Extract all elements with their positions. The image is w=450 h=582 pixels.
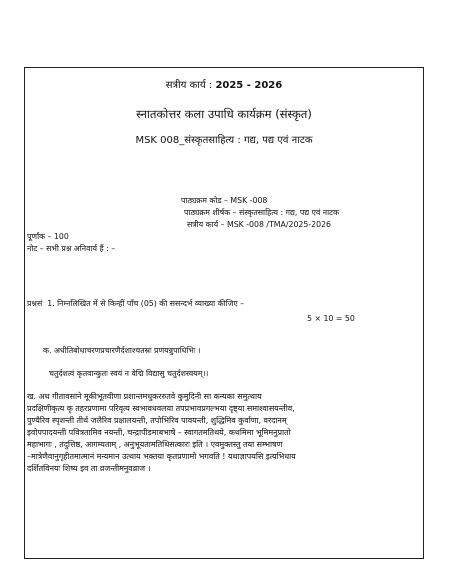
- course-code: पाठ्यक्रम कोड – MSK -008: [181, 196, 268, 205]
- question-prefix: प्रश्नसं: [27, 299, 43, 308]
- passage-kha-line: दर्शितविनयः शिष्य इव ता व्रजन्तीमनुवव्राज ।: [27, 464, 151, 473]
- passage-kha-line: –मात्रेणैवानुगृहीतमात्मानं मन्यमान उत्थाय भक्तया कृतप्रणामो भगवति ! यथाज्ञापयसि इत्यभिधाय: [27, 452, 296, 461]
- question-text: 1. निम्नलिखित में से किन्हीं पाँच (05) की ससन्दर्भ व्याख्या कीजिए –: [47, 299, 245, 308]
- question-heading: [27, 300, 244, 308]
- total-marks: पूर्णांक – 100: [27, 232, 69, 241]
- course-subject: पाठ्यक्रम शीर्षक – संस्कृतसाहित्य : गद्य, पद्य एवं नाटक: [184, 208, 340, 217]
- session-label: सत्रीय कार्य :: [165, 80, 216, 91]
- course-title: MSK 008_संस्कृतसाहित्य : गद्य, पद्य एवं नाटक: [135, 135, 313, 146]
- assignment-page: [24, 67, 424, 559]
- verse-ka-line-1: क. अधीतिबोधाचरणप्रचारणैर्दशाश्चतस्रः प्रणयन्नुपाधिभिः ।: [43, 346, 201, 355]
- session-heading: [25, 81, 423, 91]
- assignment-code: सत्रीय कार्य – MSK -008 /TMA/2025-2026: [187, 220, 331, 229]
- session-year: 2025 - 2026: [215, 80, 283, 91]
- passage-kha-line: पुण्यैरिव स्पृशन्ती तीर्थ जलैरिव प्रक्षालयन्ती, तपोभिरिव पावयन्ती, शुद्धिमिव कुर्वाणा, वरदानम्: [27, 416, 287, 425]
- passage-kha-line: ख. अथ गीतावसाने मूकीभूतवीणा प्रशान्तमधुकररुतवे कुमुदिनी सा कन्यका समुत्थाय: [27, 392, 262, 401]
- passage-kha-line: प्रदक्षिणीकृत्य कृ तहरप्रणामा परिवृत्य स्वभावधवलया तपप्रभावप्रगल्भया दृष्ट्या समाश्वासयन्तीव,: [27, 404, 295, 413]
- verse-ka-line-2: चतुर्दशत्वं कृतवान्कुतः स्वयं न वेद्मि विद्यासु चतुर्दशस्वयम्।।: [49, 369, 209, 378]
- passage-kha-line: इवोपपादयन्ती पवित्रतामिव नयन्ती, चन्द्रापीडमाबभाषे – स्वागतमतिथये, कथमिमा भूमिमनुप्रातो: [27, 428, 291, 437]
- instruction-note: नोट – सभी प्रश्न अनिवार्य हैं : –: [27, 244, 116, 253]
- question-marks: 5 × 10 = 50: [307, 314, 355, 323]
- programme-title: स्नातकोत्तर कला उपाधि कार्यक्रम (संस्कृत): [136, 107, 312, 121]
- passage-kha-line: महाभागः , तदुत्तिष्ठ, आगम्यताम् , अनुभूयतामतिथिसत्कारः इति । एवमुक्तस्तु तया सम्भाषण: [27, 440, 283, 449]
